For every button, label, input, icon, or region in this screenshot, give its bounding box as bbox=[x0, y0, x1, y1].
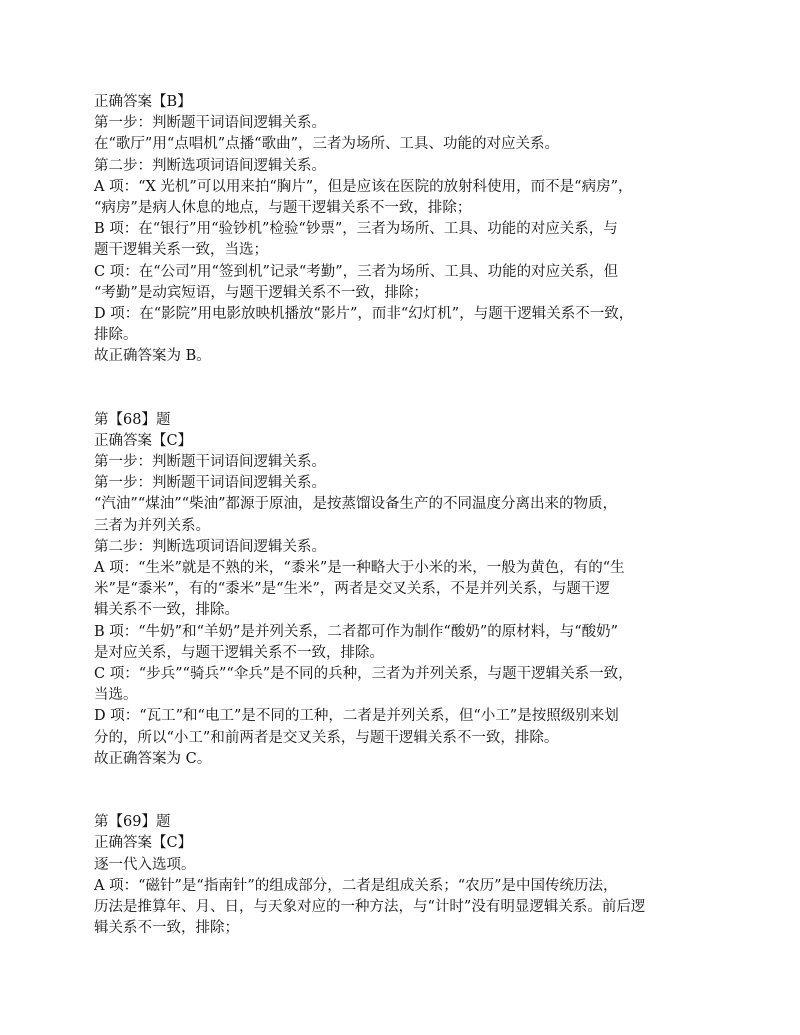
answer-section-67 bbox=[94, 92, 734, 368]
option-b-text: B 项：在“银行”用“验钞机”检验“钞票”，三者为场所、工具、功能的对应关系，与 bbox=[94, 221, 618, 238]
option-d-text-cont: 分的，所以“小工”和前两者是交叉关系，与题干逻辑关系不一致，排除。 bbox=[94, 729, 559, 746]
option-b-text: B 项：“牛奶”和“羊奶”是并列关系，二者都可作为制作“酸奶”的原材料，与“酸奶” bbox=[94, 623, 619, 640]
correct-answer-label: 正确答案【C】 bbox=[94, 835, 193, 852]
option-c-text-cont: “考勤”是动宾短语，与题干逻辑关系不一致，排除； bbox=[94, 284, 428, 301]
stem-relation-text: 在“歌厅”用“点唱机”点播“歌曲”，三者为场所、工具、功能的对应关系。 bbox=[94, 136, 559, 153]
correct-answer-label: 正确答案【C】 bbox=[94, 432, 193, 449]
question-section-69 bbox=[94, 812, 734, 939]
option-a-text-cont-2: 辑关系不一致，排除。 bbox=[94, 602, 239, 619]
option-d-text: D 项：在“影院”用电影放映机播放“影片”，而非“幻灯机”，与题干逻辑关系不一致， bbox=[94, 306, 634, 323]
final-answer-text: 故正确答案为 C。 bbox=[94, 750, 212, 767]
document-page bbox=[94, 92, 734, 939]
question-number-heading: 第【69】题 bbox=[94, 814, 171, 831]
step-one-heading-repeat: 第一步：判断题干词语间逻辑关系。 bbox=[94, 475, 326, 492]
stem-relation-text-cont: 三者为并列关系。 bbox=[94, 517, 210, 534]
method-text: 逐一代入选项。 bbox=[94, 856, 196, 873]
option-c-text-cont: 当选。 bbox=[94, 687, 138, 704]
step-one-heading: 第一步：判断题干词语间逻辑关系。 bbox=[94, 454, 326, 471]
stem-relation-text: “汽油”“煤油”“柴油”都源于原油，是按蒸馏设备生产的不同温度分离出来的物质， bbox=[94, 496, 617, 513]
step-two-heading: 第二步：判断选项词语间逻辑关系。 bbox=[94, 157, 326, 174]
step-one-heading: 第一步：判断题干词语间逻辑关系。 bbox=[94, 115, 326, 132]
correct-answer-label: 正确答案【B】 bbox=[94, 94, 192, 110]
option-a-text-cont: “病房”是病人休息的地点，与题干逻辑关系不一致，排除； bbox=[94, 200, 472, 217]
option-a-text-cont: 历法是推算年、月、日，与天象对应的一种方法，与“计时”没有明显逻辑关系。前后逻 bbox=[94, 898, 646, 915]
option-b-text-cont: 题干逻辑关系一致，当选； bbox=[94, 242, 268, 259]
option-a-text-cont: 米”是“黍米”，有的“黍米”是“生米”，两者是交叉关系，不是并列关系，与题干逻 bbox=[94, 581, 610, 598]
option-a-text-cont-2: 辑关系不一致，排除； bbox=[94, 920, 239, 937]
option-c-text: C 项：在“公司”用“签到机”记录“考勤”，三者为场所、工具、功能的对应关系，但 bbox=[94, 263, 619, 280]
final-answer-text: 故正确答案为 B。 bbox=[94, 348, 211, 365]
question-section-68 bbox=[94, 410, 734, 770]
option-d-text-cont: 排除。 bbox=[94, 327, 138, 344]
option-a-text: A 项：“生米”就是不熟的米，“黍米”是一种略大于小米的米，一般为黄色，有的“生 bbox=[94, 560, 625, 577]
option-b-text-cont: 是对应关系，与题干逻辑关系不一致，排除。 bbox=[94, 644, 384, 661]
question-number-heading: 第【68】题 bbox=[94, 411, 171, 428]
step-two-heading: 第二步：判断选项词语间逻辑关系。 bbox=[94, 538, 326, 555]
option-a-text: A 项：“磁针”是“指南针”的组成部分，二者是组成关系；“农历”是中国传统历法， bbox=[94, 877, 618, 894]
option-c-text: C 项：“步兵”“骑兵”“伞兵”是不同的兵种，三者为并列关系，与题干逻辑关系一致， bbox=[94, 666, 633, 683]
option-a-text: A 项：“X 光机”可以用来拍“胸片”，但是应该在医院的放射科使用，而不是“病房”， bbox=[94, 178, 633, 195]
option-d-text: D 项：“瓦工”和“电工”是不同的工种，二者是并列关系，但“小工”是按照级别来划 bbox=[94, 708, 619, 725]
